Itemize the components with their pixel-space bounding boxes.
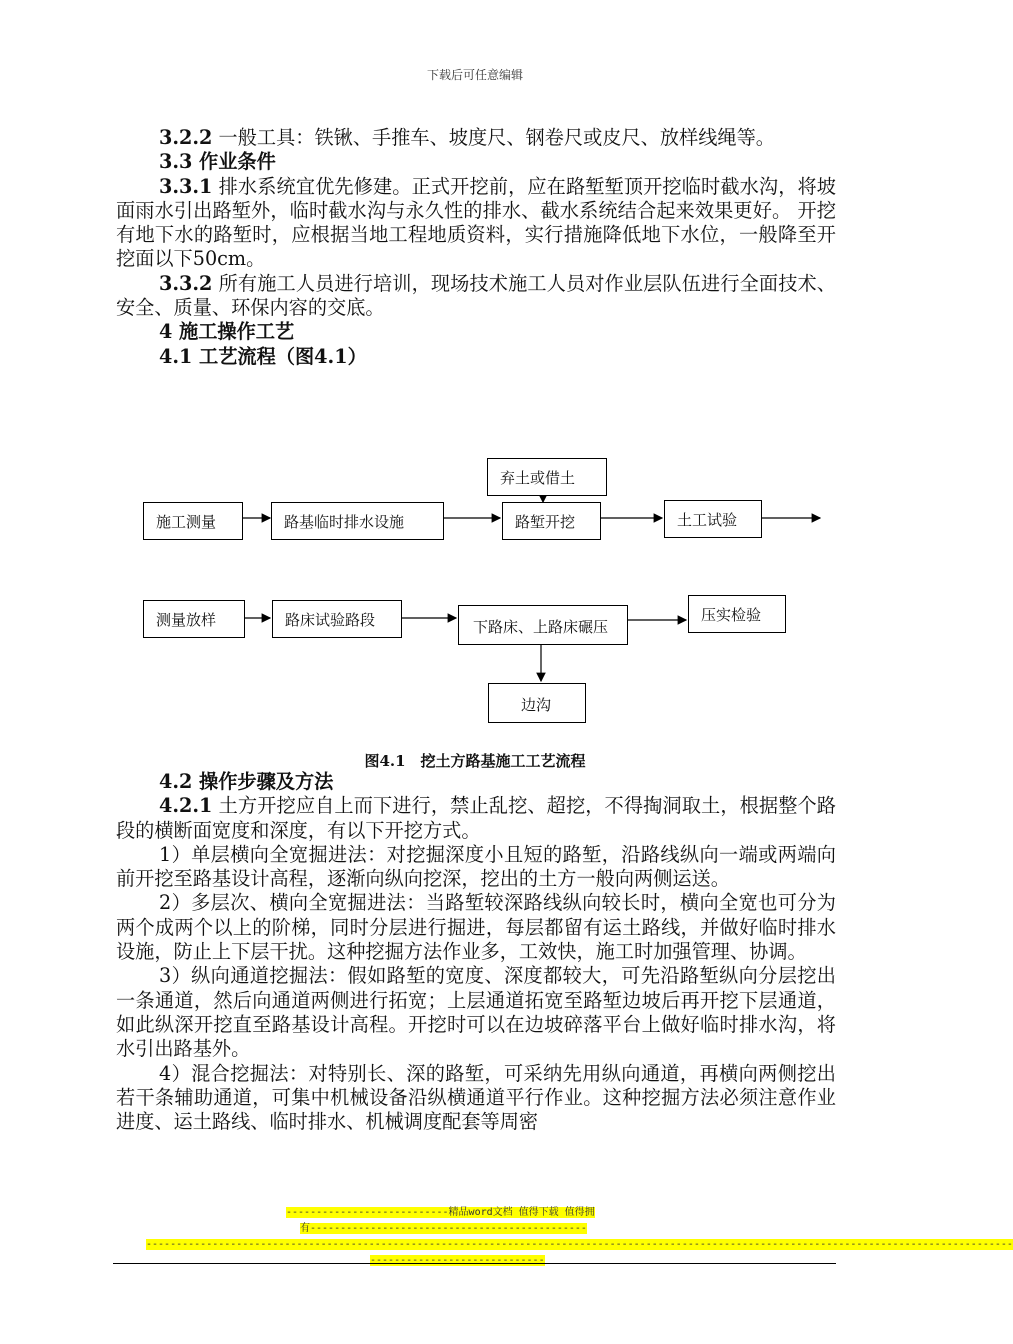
flow-box-spoil: 弃土或借土 [487,458,607,496]
para-3-2-2: 3.2.2 一般工具：铁锹、手推车、坡度尺、钢卷尺或皮尺、放样线绳等。 [159,126,775,149]
para-3-3-1: 3.3.1 排水系统宜优先修建。正式开挖前，应在路堑堑顶开挖临时截水沟，将坡面雨水引出路堑外，临时截水沟与永久性的排水、截水系统结合起来效果更好。 开挖有地下水的路堑时，应根据当地工程地质资料，实行措施降低地下水位，一般降至开挖面以下50cm。 [116,174,836,271]
flow-box-survey: 施工测量 [143,502,243,540]
page-header: 下载后可任意编辑 [426,68,523,82]
footer-line-4: ----------------------------- [370,1255,545,1266]
footer-line-3: ------------------------------------------------------------------------------------------------------------------------------------------------ [146,1239,1013,1250]
para-method-3: 3）纵向通道挖掘法：假如路堑的宽度、深度都较大，可先沿路堑纵向分层挖出一条通道，然后向通道两侧进行拓宽；上层通道拓宽至路堑边坡后再开挖下层通道，如此纵深开挖直至路基设计高程。开挖时可以在边坡碎落平台上做好临时排水沟，将水引出路基外。 [116,964,836,1061]
flow-box-drainage: 路基临时排水设施 [271,502,444,540]
heading-4-2: 4.2 操作步骤及方法 [159,770,334,793]
footer-line-1: ---------------------------精品word文档 值得下载 值得拥 [286,1207,595,1218]
heading-4: 4 施工操作工艺 [159,320,295,344]
para-method-2: 2）多层次、横向全宽掘进法：当路堑较深路线纵向较长时，横向全宽也可分为两个成两个以上的阶梯，同时分层进行掘进，每层都留有运土路线，并做好临时排水设施，防止上下层干扰。这种挖掘方法作业多，工效快，施工时加强管理、协调。 [116,891,836,964]
footer-line-2: 有---------------------------------------------- [300,1223,587,1234]
flow-box-cut: 路堑开挖 [502,502,601,540]
para-3-3-2: 3.3.2 所有施工人员进行培训，现场技术施工人员对作业层队伍进行全面技术、安全、质量、环保内容的交底。 [116,271,836,320]
flow-box-check: 压实检验 [688,595,786,633]
flow-box-roll: 下路床、上路床碾压 [458,605,628,645]
para-method-4: 4）混合挖掘法：对特别长、深的路堑，可采纳先用纵向通道，再横向两侧挖出若干条辅助通道，可集中机械设备沿纵横通道平行作业。这种挖掘方法必须注意作业进度、运土路线、临时排水、机械调度配套等周密 [116,1061,836,1134]
para-4-2-1: 4.2.1 土方开挖应自上而下进行，禁止乱挖、超挖，不得掏洞取土，根据整个路段的横断面宽度和深度，有以下开挖方式。 [116,794,836,842]
heading-3-3: 3.3 作业条件 [159,150,276,174]
heading-4-1: 4.1 工艺流程（图4.1） [159,344,367,368]
footer-rule [113,1263,836,1264]
flow-box-soiltest: 土工试验 [664,500,762,538]
body-text-top [116,126,836,369]
flow-box-ditch: 边沟 [488,683,586,723]
flow-box-layout: 测量放样 [143,600,245,638]
para-method-1: 1）单层横向全宽掘进法：对挖掘深度小且短的路堑，沿路线纵向一端或两端向前开挖至路基设计高程，逐渐向纵向挖深，挖出的土方一般向两侧运送。 [116,842,836,891]
page-footer [146,1204,1013,1268]
flow-box-trial: 路床试验路段 [272,600,402,638]
figure-caption: 图4.1 挖土方路基施工工艺流程 [364,752,586,770]
body-text-bottom [116,770,836,1134]
